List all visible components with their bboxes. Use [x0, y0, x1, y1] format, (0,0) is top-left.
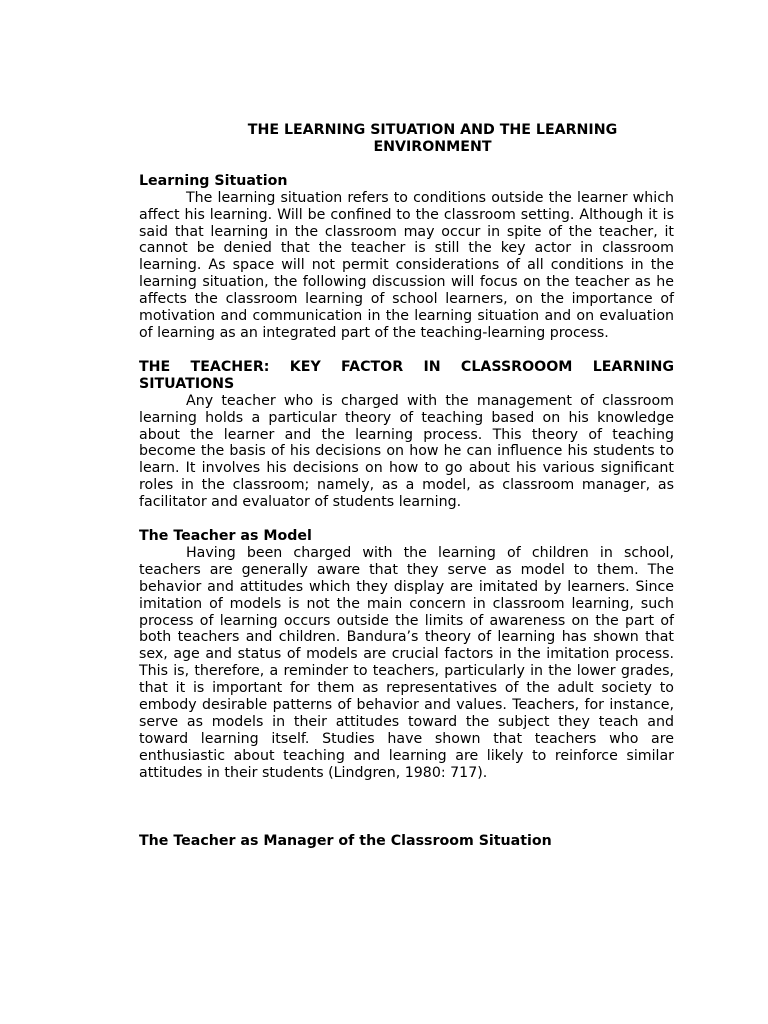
paragraph-learning-situation: The learning situation refers to conditions outside the learner which affect his learning. Will be confined to the classroom setting. Although it is said that learning in the classroom may occur in spite of the teacher, it cannot be denied that the teacher is still the key actor in classroom learning. As space will not permit considerations of all conditions in the learning situation, the following discussion will focus on the teacher as he affects the classroom learning of school learners, on the importance of motivation and communication in the learning situation and on evaluation of learning as an integrated part of the teaching-learning process. [139, 189, 674, 341]
heading-teacher-as-model: The Teacher as Model [139, 528, 312, 545]
document-body [139, 122, 674, 850]
paragraph-teacher-as-model: Having been charged with the learning of children in school, teachers are generally aware that they serve as model to them. The behavior and attitudes which they display are imitated by learners. Since imitation of models is not the main concern in classroom learning, such process of learning occurs outside the limits of awareness on the part of both teachers and children. Bandura’s theory of learning has shown that sex, age and status of models are crucial factors in the imitation process. This is, therefore, a reminder to teachers, particularly in the lower grades, that it is important for them as representatives of the adult society to embody desirable patterns of behavior and values. Teachers, for instance, serve as models in their attitudes toward the subject they teach and toward learning itself. Studies have shown that teachers who are enthusiastic about teaching and learning are likely to reinforce similar attitudes in their students (Lindgren, 1980: 717). [139, 544, 674, 781]
document-title-line-1: THE LEARNING SITUATION AND THE LEARNING [247, 122, 618, 138]
spacer [139, 782, 674, 833]
paragraph-teacher-key-factor: Any teacher who is charged with the management of classroom learning holds a particular theory of teaching based on his knowledge about the learner and the learning process. This theory of teaching become the basis of his decisions on how he can influence his students to learn. It involves his decisions on how to go about his various significant roles in the classroom; namely, as a model, as classroom manager, as facilitator and evaluator of students learning. [139, 392, 674, 511]
document-title-line-2: ENVIRONMENT [373, 138, 492, 155]
spacer [139, 511, 674, 528]
heading-learning-situation: Learning Situation [139, 172, 288, 189]
document-title [139, 122, 674, 156]
spacer [139, 342, 674, 359]
spacer [139, 156, 674, 173]
heading-teacher-key-factor: THE TEACHER: KEY FACTOR IN CLASSROOOM LEARNING SITUATIONS [139, 358, 674, 392]
heading-teacher-as-manager: The Teacher as Manager of the Classroom Situation [139, 832, 552, 849]
